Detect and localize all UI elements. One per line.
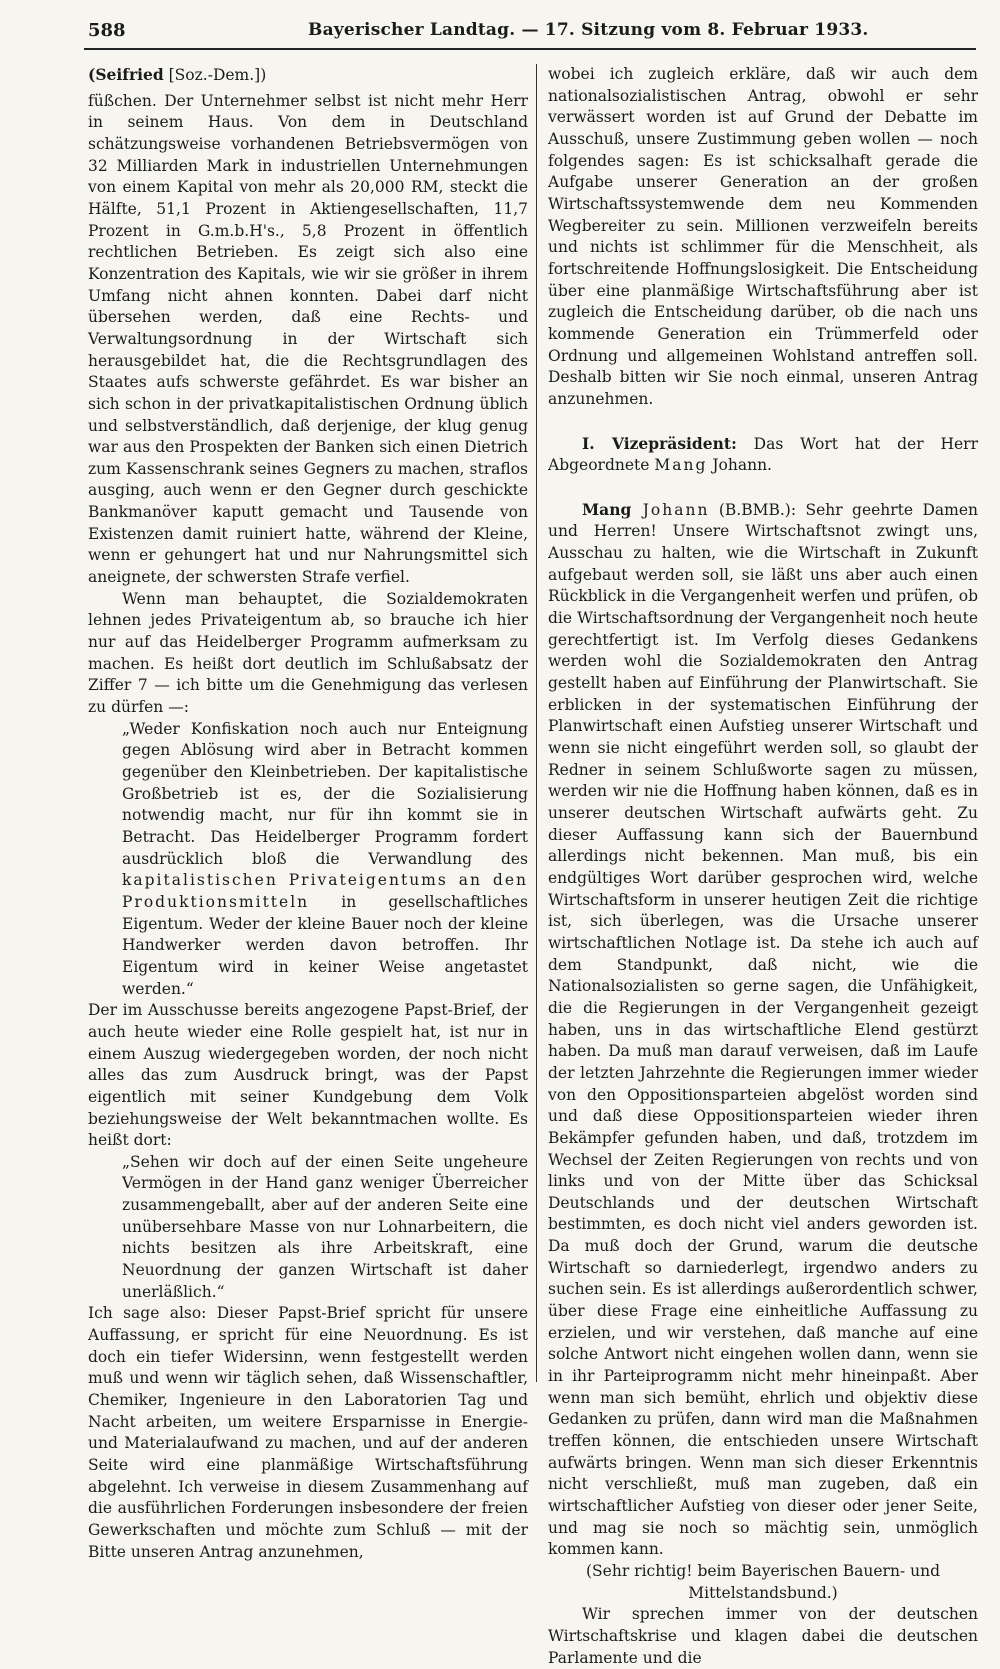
running-head: Bayerischer Landtag. — 17. Sitzung vom 8. Februar 1933.: [308, 20, 869, 40]
speaker-name: Mang: [654, 456, 708, 475]
column-divider: [536, 64, 537, 1382]
block-quote: [122, 719, 528, 1001]
interjection: (Sehr richtig! beim Bayerischen Bauern- und Mittelstandsbund.): [586, 1561, 940, 1602]
paragraph: wobei ich zugleich erkläre, daß wir auch dem nationalsozialistischen Antrag, obwohl er sehr verwässert worden ist auf Grund der Debatte im Ausschuß, unsere Zustimmung geben wollen — noch folgendes sagen: Es ist schicksalhaft gerade die Aufgabe unserer Generation an der großen Wirtschaftssystemwende dem neu Kommenden Wegbereiter zu sein. Millionen verzweifeln bereits und nichts ist schlimmer für die Menschheit, als fortschreitende Hoffnungslosigkeit. Die Entscheidung über eine planmäßige Wirtschaftsführung aber ist zugleich die Entscheidung darüber, ob die nach uns kommende Generation ein Trümmerfeld oder Ordnung und allgemeinen Wohlstand antreffen soll. Deshalb bitten wir Sie noch einmal, unseren Antrag anzunehmen.: [548, 65, 978, 408]
speaker-party: [Soz.-Dem.]): [163, 66, 267, 84]
quote-text: „Weder Konfiskation noch auch nur Enteignung gegen Ablösung wird aber in Betracht kommen gegenüber den Kleinbetrieben. Der kapitalistische Großbetrieb ist es, der die Sozialisierung notwendig macht, nur für ihn kommt sie in Betracht. Das Heidelberger Programm fordert ausdrücklich bloß die Verwandlung des: [122, 719, 528, 868]
paragraph: Ich sage also: Dieser Papst-Brief spricht für unsere Auffassung, er spricht für eine Neuordnung. Es ist doch ein tiefer Widersinn, wenn festgestellt werden muß und wenn wir täglich sehen, daß Wissenschaftler, Chemiker, Ingenieure in den Laboratorien Tag und Nacht arbeiten, um weitere Ersparnisse in Energie- und Materialaufwand zu machen, und auf der anderen Seite wird eine planmäßige Wirtschaftsführung abgelehnt. Ich verweise in diesem Zusammenhang auf die ausführlichen Forderungen insbesondere der freien Gewerkschaften und möchte zum Schluß — mit der Bitte unseren Antrag anzunehmen,: [88, 1304, 528, 1561]
right-column: [548, 64, 978, 1669]
left-column: [88, 64, 528, 1563]
vice-president-label: I. Vizepräsident:: [582, 433, 737, 453]
speech-text: (B.BMB.): Sehr geehrte Damen und Herren! Unsere Wirtschaftsnot zwingt uns, Ausschau zu halten, wie die Wirtschaft in Zukunft aufgebaut werden soll, sie läßt uns aber auch einen Rückblick in die Vergangenheit werfen und prüfen, ob die Wirtschaftsordnung der Vergangenheit noch heute gerechtfertigt ist. Im Verfolg dieses Gedankens werden wohl die Sozialdemokraten den Antrag gestellt haben auf Einführung der Planwirtschaft. Sie erblicken in der systematischen Einführung der Planwirtschaft einen Aufstieg unserer Wirtschaft und wenn sie nicht eingeführt werden soll, so glaubt der Redner in seinem Schlußworte sagen zu müssen, werden wir nie die Hoffnung haben können, daß es in unserer deutschen Wirtschaft aufwärts geht. Zu dieser Auffassung kann sich der Bauernbund allerdings nicht bekennen. Man muß, bis ein endgültiges Wort darüber gesprochen wird, welche Wirtschaftsform in unserer heutigen Zeit die richtige ist, sich überlegen, was die Ursache unserer wirtschaftlichen Notlage ist. Da stehe ich auch auf dem Standpunkt, daß nicht, wie die Nationalsozialisten so gerne sagen, die Unfähigkeit, die die Regierungen in der Vergangenheit gezeigt haben, uns in das wirtschaftliche Elend gestürzt haben. Da muß man darauf verweisen, daß im Laufe der letzten Jahrzehnte die Regierungen immer wieder von den Oppositionsparteien abgelöst worden sind und daß diese Oppositionsparteien wieder ihren Bekämpfer gefunden haben, und daß, trotzdem im Wechsel der Zeiten Regierungen von rechts und von links und von der Mitte über das Schicksal Deutschlands und der deutschen Wirtschaft bestimmten, es doch nicht viel anders geworden ist. Da muß doch der Grund, warum die deutsche Wirtschaft so darniederlegt, irgendwo anders zu suchen sein. Es ist allerdings außerordentlich schwer, über diese Frage eine einheitliche Auffassung zu erzielen, und wir verstehen, daß manche auf eine solche Antwort nicht eingehen wollen dann, wenn sie in ihr Parteiprogramm nicht mehr hineinpaßt. Aber wenn man sich bemüht, ehrlich und objektiv diese Gedanken zu prüfen, dann wird man die Maßnahmen treffen können, die entschieden unsere Wirtschaft aufwärts bringen. Wenn man sich dieser Erkenntnis nicht verschließt, muß man zugeben, daß ein wirtschaftlicher Aufstieg von dieser oder jener Seite, und mag sie noch so mächtig sein, unmöglich kommen kann.: [548, 500, 979, 1559]
remark-text: Johann.: [707, 456, 772, 475]
speaker-heading: [88, 64, 528, 87]
speaker-name: (Seifried: [88, 65, 164, 84]
paragraph: füßchen. Der Unternehmer selbst ist nicht mehr Herr in seinem Haus. Von dem in Deutschland schätzungsweise vorhandenen Betriebsvermögen von 32 Milliarden Mark in industriellen Unternehmungen von einem Kapital von mehr als 20,000 RM, steckt die Hälfte, 51,1 Prozent in Aktiengesellschaften, 11,7 Prozent in G.m.b.H's., 5,8 Prozent in öffentlich rechtlichen Betrieben. Es zeigt sich also eine Konzentration des Kapitals, wie wir sie größer in ihrem Umfang nicht ahnen konnten. Dabei darf nicht übersehen werden, daß eine Rechts- und Verwaltungsordnung in der Wirtschaft sich herausgebildet hat, die die Rechtsgrundlagen des Staates aufs schwerste gefährdet. Es war bisher an sich schon in der privatkapitalistischen Ordnung üblich und selbstverständlich, daß derjenige, der klug genug war aus den Prospekten der Banken sich einen Dietrich zum Kassenschrank seines Gegners zu machen, straflos ausging, auch wenn er den Gegner durch geschickte Bankmanöver kaputt gemacht und Tausende von Existenzen damit ruiniert hatte, während der Kleine, wenn er gehungert hat und nur Nahrungsmittel sich aneignete, der schwersten Strafe verfiel.: [88, 91, 528, 587]
paragraph: Wir sprechen immer von der deutschen Wirtschaftskrise und klagen dabei die deutschen Parlamente und die: [548, 1605, 978, 1667]
block-quote: „Sehen wir doch auf der einen Seite ungeheure Vermögen in der Hand ganz weniger Überreicher zusammengeballt, aber auf der anderen Seite eine unübersehbare Masse von nur Lohnarbeitern, die nichts besitzen als ihre Arbeitskraft, eine Neuordnung der ganzen Wirtschaft ist daher unerläßlich.“: [122, 1152, 528, 1301]
paragraph: Der im Ausschusse bereits angezogene Papst-Brief, der auch heute wieder eine Rolle gespielt hat, ist nur in einem Auszug wiedergegeben worden, der noch nicht alles das zum Ausdruck bringt, was der Papst eigentlich mit seiner Kundgebung dem Volk beziehungsweise der Welt bekanntmachen wollte. Es heißt dort:: [88, 1001, 528, 1150]
vice-president-remark: [548, 433, 978, 477]
speech-paragraph: [548, 499, 978, 1561]
page-number: 588: [88, 20, 126, 41]
quote-text: in gesellschaftliches Eigentum. Weder der kleine Bauer noch der kleine Handwerker werden davon betroffen. Ihr Eigentum wird in keiner Weise angetastet werden.“: [122, 892, 528, 998]
speaker-first-name: Johann: [631, 500, 710, 519]
speaker-name: Mang: [582, 499, 632, 519]
remark-text: Das Wort hat der Herr Abgeordnete: [548, 434, 978, 475]
emphasized-text: kapitalistischen Privateigentums an den Produktionsmitteln: [122, 871, 528, 911]
paragraph: Wenn man behauptet, die Sozialdemokraten lehnen jedes Privateigentum ab, so brauche ich hier nur auf das Heidelberger Programm aufmerksam zu machen. Es heißt dort deutlich im Schlußabsatz der Ziffer 7 — ich bitte um die Genehmigung das verlesen zu dürfen —:: [88, 589, 528, 717]
page-header: [84, 18, 976, 50]
